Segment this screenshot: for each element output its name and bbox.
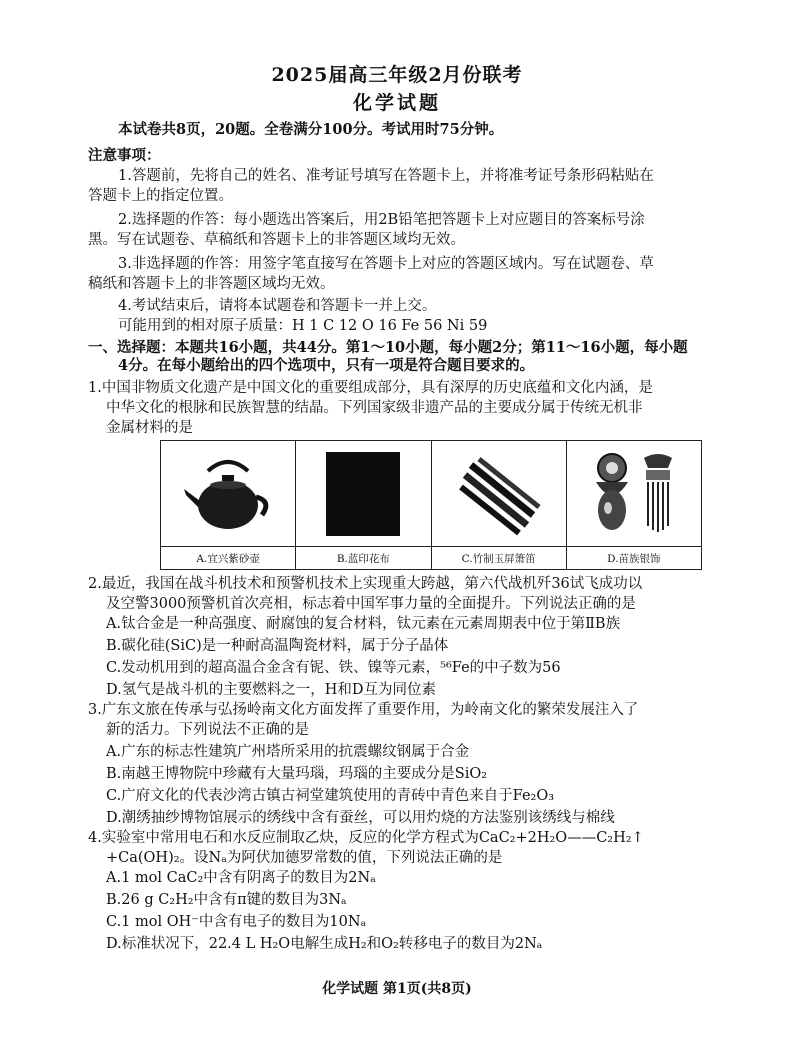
q1-stem-line-3: 金属材料的是 [106,420,193,436]
exam-title: 2025届高三年级2月份联考 [271,64,523,86]
q4-option-b: B.26 g C₂H₂中含有π键的数目为3Nₐ [106,892,347,908]
notes-heading: 注意事项： [88,147,161,164]
note-2-line-1: 2.选择题的作答：每小题选出答案后，用2B铅笔把答题卡上对应题目的答案标号涂 [118,212,645,228]
teapot-image [161,441,295,546]
q3-option-c: C.广府文化的代表沙湾古镇古祠堂建筑使用的青砖中青色来自于Fe₂O₃ [106,788,555,804]
q4-option-d: D.标准状况下，22.4 L H₂O电解生成H₂和O₂转移电子的数目为2Nₐ [106,936,543,952]
q3-option-a: A.广东的标志性建筑广州塔所采用的抗震螺纹钢属于合金 [106,744,470,760]
section-heading-line-2: 4分。在每小题给出的四个选项中，只有一项是符合题目要求的。 [118,357,535,374]
q4-stem-line-1: 4.实验室中常用电石和水反应制取乙炔，反应的化学方程式为CaC₂+2H₂O——C₂H₂↑ [88,830,644,846]
exam-info: 本试卷共8页，20题。全卷满分100分。考试用时75分钟。 [118,121,504,138]
q2-option-c: C.发动机用到的超高温合金含有铌、铁、镍等元素，⁵⁶Fe的中子数为56 [106,660,561,676]
note-1-line-2: 答题卡上的指定位置。 [88,188,233,204]
atomic-masses: 可能用到的相对原子质量：H 1 C 12 O 16 Fe 56 Ni 59 [118,318,488,334]
option-b-cell [296,441,431,569]
option-c-cell [432,441,567,569]
q3-option-d: D.潮绣抽纱博物馆展示的绣线中含有蚕丝，可以用灼烧的方法鉴别该绣线与棉线 [106,810,615,826]
note-1-line-1: 1.答题前，先将自己的姓名、准考证号填写在答题卡上，并将准考证号条形码粘贴在 [118,168,654,184]
note-4: 4.考试结束后，请将本试题卷和答题卡一并上交。 [118,298,437,314]
option-a-caption: A.宜兴紫砂壶 [161,546,295,569]
q4-option-c: C.1 mol OH⁻中含有电子的数目为10Nₐ [106,914,367,930]
q4-stem-line-2: +Ca(OH)₂。设Nₐ为阿伏加德罗常数的值，下列说法正确的是 [106,850,503,866]
silver-ornament-image [567,441,701,546]
q1-image-options [160,440,702,570]
subject-title: 化学试题 [352,92,441,114]
blue-print-cloth-image [296,441,430,546]
q3-stem-line-2: 新的活力。下列说法不正确的是 [106,722,309,738]
q3-stem-line-1: 3.广东文旅在传承与弘扬岭南文化方面发挥了重要作用，为岭南文化的繁荣发展注入了 [88,702,639,718]
option-b-caption: B.蓝印花布 [296,546,430,569]
q2-option-a: A.钛合金是一种高强度、耐腐蚀的复合材料，钛元素在元素周期表中位于第ⅡB族 [106,616,621,632]
note-2-line-2: 黑。写在试题卷、草稿纸和答题卡上的非答题区域均无效。 [88,232,465,248]
page-footer: 化学试题 第1页(共8页) [322,981,472,997]
q3-option-b: B.南越王博物院中珍藏有大量玛瑙，玛瑙的主要成分是SiO₂ [106,766,488,782]
q4-option-a: A.1 mol CaC₂中含有阴离子的数目为2Nₐ [106,870,376,886]
q2-option-b: B.碳化硅(SiC)是一种耐高温陶瓷材料，属于分子晶体 [106,638,449,654]
section-heading-line-1: 一、选择题：本题共16小题，共44分。第1～10小题，每小题2分；第11～16小题，每小题 [88,339,688,356]
option-d-cell [567,441,701,569]
note-3-line-2: 稿纸和答题卡上的非答题区域均无效。 [88,276,335,292]
q1-stem-line-2: 中华文化的根脉和民族智慧的结晶。下列国家级非遗产品的主要成分属于传统无机非 [106,400,643,416]
q2-option-d: D.氢气是战斗机的主要燃料之一，H和D互为同位素 [106,682,436,698]
q2-stem-line-2: 及空警3000预警机首次亮相，标志着中国军事力量的全面提升。下列说法正确的是 [106,596,636,612]
q1-stem-line-1: 1.中国非物质文化遗产是中国文化的重要组成部分，具有深厚的历史底蕴和文化内涵，是 [88,380,653,396]
option-d-caption: D.苗族银饰 [567,546,701,569]
q2-stem-line-1: 2.最近，我国在战斗机技术和预警机技术上实现重大跨越，第六代战机歼36试飞成功以 [88,576,643,592]
bamboo-flute-image [432,441,566,546]
note-3-line-1: 3.非选择题的作答：用签字笔直接写在答题卡上对应的答题区域内。写在试题卷、草 [118,256,654,272]
option-a-cell [161,441,296,569]
option-c-caption: C.竹制玉屏箫笛 [432,546,566,569]
